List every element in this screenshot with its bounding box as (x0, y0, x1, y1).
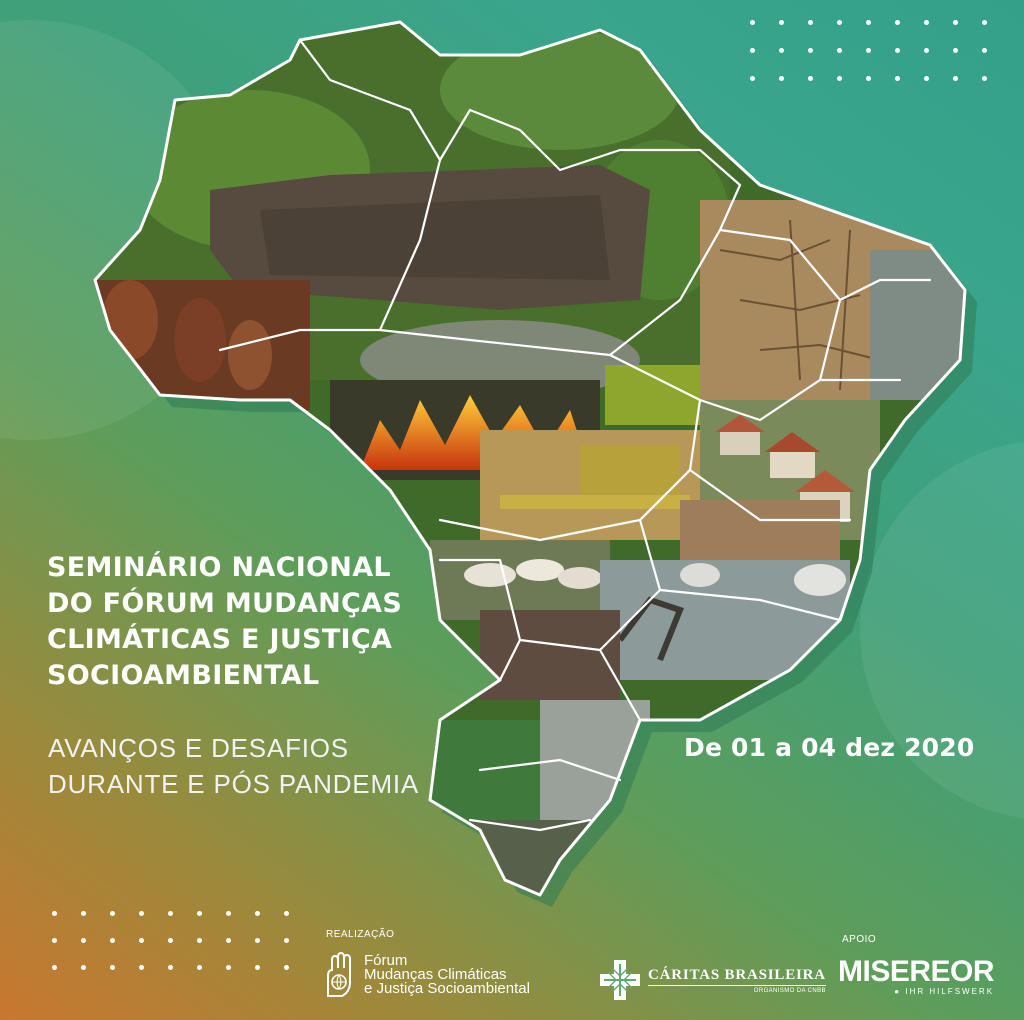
event-date: De 01 a 04 dez 2020 (684, 733, 975, 762)
subtitle-line-1: AVANÇOS E DESAFIOS (48, 733, 349, 763)
forum-logo-line-3: e Justiça Socioambiental (364, 980, 530, 997)
misereor-name: MISEREOR (838, 955, 995, 988)
apoio-label: APOIO (842, 934, 877, 945)
hand-globe-icon (322, 952, 356, 998)
caritas-logo-text (648, 967, 826, 994)
misereor-logo (838, 957, 994, 996)
caritas-logo (598, 958, 826, 1002)
forum-logo-line-1: Fórum (364, 952, 408, 969)
title-line-1: SEMINÁRIO NACIONAL (47, 552, 391, 583)
forum-logo-text (364, 954, 530, 996)
caritas-cross-icon (598, 958, 642, 1002)
event-subtitle (48, 730, 419, 802)
forum-logo (322, 952, 530, 998)
subtitle-line-2: DURANTE E PÓS PANDEMIA (48, 769, 420, 799)
title-line-2: DO FÓRUM MUDANÇAS (47, 588, 403, 619)
title-line-3: CLIMÁTICAS E JUSTIÇA (47, 624, 393, 655)
forum-logo-line-2: Mudanças Climáticas (364, 966, 507, 983)
realizacao-label: REALIZAÇÃO (326, 929, 395, 940)
caritas-sub: ORGANISMO DA CNBB (753, 987, 826, 994)
title-line-4: SOCIOAMBIENTAL (47, 660, 320, 691)
event-title (47, 550, 447, 694)
caritas-name: CÁRITAS BRASILEIRA (648, 967, 826, 986)
misereor-sub: ● IHR HILFSWERK (894, 987, 995, 996)
misereor-sub-text: IHR HILFSWERK (905, 987, 995, 996)
